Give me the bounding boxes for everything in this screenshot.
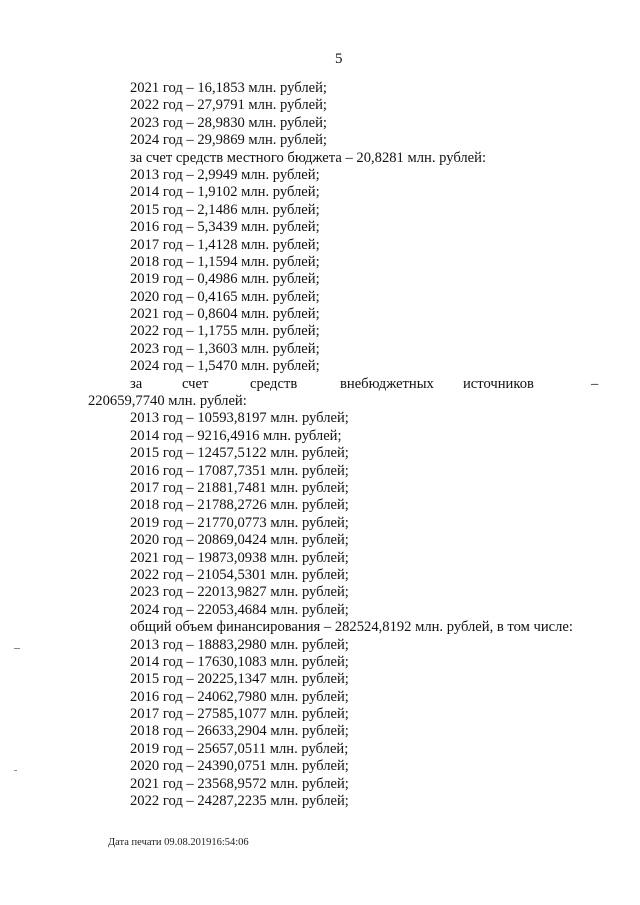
year-amount-line: 2021 год – 23568,9572 млн. рублей; [130, 775, 349, 792]
regional-budget-continuation [0, 80, 640, 150]
total-financing-list [0, 637, 640, 811]
heading-word: источников [463, 375, 534, 392]
year-amount-line: 2023 год – 22013,9827 млн. рублей; [130, 584, 349, 601]
year-amount-line: 2014 год – 17630,1083 млн. рублей; [130, 653, 349, 670]
margin-mark [14, 770, 17, 771]
year-amount-line: 2014 год – 1,9102 млн. рублей; [130, 184, 320, 201]
extrabudget-heading-continuation: 220659,7740 млн. рублей: [88, 393, 247, 410]
year-amount-line: 2019 год – 0,4986 млн. рублей; [130, 271, 320, 288]
document-body [0, 80, 640, 810]
year-amount-line: 2020 год – 20869,0424 млн. рублей; [130, 532, 349, 549]
year-amount-line: 2019 год – 25657,0511 млн. рублей; [130, 740, 349, 757]
local-budget-list [0, 167, 640, 376]
year-amount-line: 2024 год – 29,9869 млн. рублей; [130, 132, 327, 149]
extrabudget-heading [0, 376, 640, 393]
print-date-footer: Дата печати 09.08.201916:54:06 [108, 837, 249, 848]
year-amount-line: 2023 год – 1,3603 млн. рублей; [130, 340, 320, 357]
year-amount-line: 2022 год – 27,9791 млн. рублей; [130, 97, 327, 114]
year-amount-line: 2019 год – 21770,0773 млн. рублей; [130, 514, 349, 531]
year-amount-line: 2018 год – 1,1594 млн. рублей; [130, 253, 320, 270]
total-financing-heading: общий объем финансирования – 282524,8192 млн. рублей, в том числе: [130, 619, 573, 636]
year-amount-line: 2017 год – 21881,7481 млн. рублей; [130, 479, 349, 496]
year-amount-line: 2018 год – 26633,2904 млн. рублей; [130, 723, 349, 740]
heading-word: за [130, 375, 143, 392]
year-amount-line: 2020 год – 24390,0751 млн. рублей; [130, 758, 349, 775]
year-amount-line: 2016 год – 17087,7351 млн. рублей; [130, 462, 349, 479]
year-amount-line: 2015 год – 2,1486 млн. рублей; [130, 201, 320, 218]
year-amount-line: 2022 год – 24287,2235 млн. рублей; [130, 793, 349, 810]
year-amount-line: 2014 год – 9216,4916 млн. рублей; [130, 427, 342, 444]
year-amount-line: 2023 год – 28,9830 млн. рублей; [130, 114, 327, 131]
extrabudget-list [0, 410, 640, 619]
year-amount-line: 2021 год – 19873,0938 млн. рублей; [130, 549, 349, 566]
heading-word: внебюджетных [340, 375, 434, 392]
year-amount-line: 2021 год – 0,8604 млн. рублей; [130, 306, 320, 323]
year-amount-line: 2020 год – 0,4165 млн. рублей; [130, 288, 320, 305]
year-amount-line: 2016 год – 24062,7980 млн. рублей; [130, 688, 349, 705]
year-amount-line: 2017 год – 1,4128 млн. рублей; [130, 236, 320, 253]
year-amount-line: 2015 год – 12457,5122 млн. рублей; [130, 445, 349, 462]
year-amount-line: 2018 год – 21788,2726 млн. рублей; [130, 497, 349, 514]
year-amount-line: 2013 год – 18883,2980 млн. рублей; [130, 636, 349, 653]
local-budget-heading: за счет средств местного бюджета – 20,8281 млн. рублей: [130, 149, 487, 166]
year-amount-line: 2013 год – 2,9949 млн. рублей; [130, 166, 320, 183]
year-amount-line: 2022 год – 1,1755 млн. рублей; [130, 323, 320, 340]
heading-word: средств [250, 375, 298, 392]
year-amount-line: 2024 год – 1,5470 млн. рублей; [130, 358, 320, 375]
heading-word: – [591, 375, 599, 392]
year-amount-line: 2013 год – 10593,8197 млн. рублей; [130, 410, 349, 427]
year-amount-line: 2017 год – 27585,1077 млн. рублей; [130, 706, 349, 723]
margin-mark [14, 648, 20, 649]
heading-word: счет [182, 375, 209, 392]
year-amount-line: 2024 год – 22053,4684 млн. рублей; [130, 601, 349, 618]
year-amount-line: 2022 год – 21054,5301 млн. рублей; [130, 566, 349, 583]
year-amount-line: 2016 год – 5,3439 млн. рублей; [130, 219, 320, 236]
page-number: 5 [335, 51, 343, 67]
year-amount-line: 2021 год – 16,1853 млн. рублей; [130, 80, 327, 96]
year-amount-line: 2015 год – 20225,1347 млн. рублей; [130, 671, 349, 688]
